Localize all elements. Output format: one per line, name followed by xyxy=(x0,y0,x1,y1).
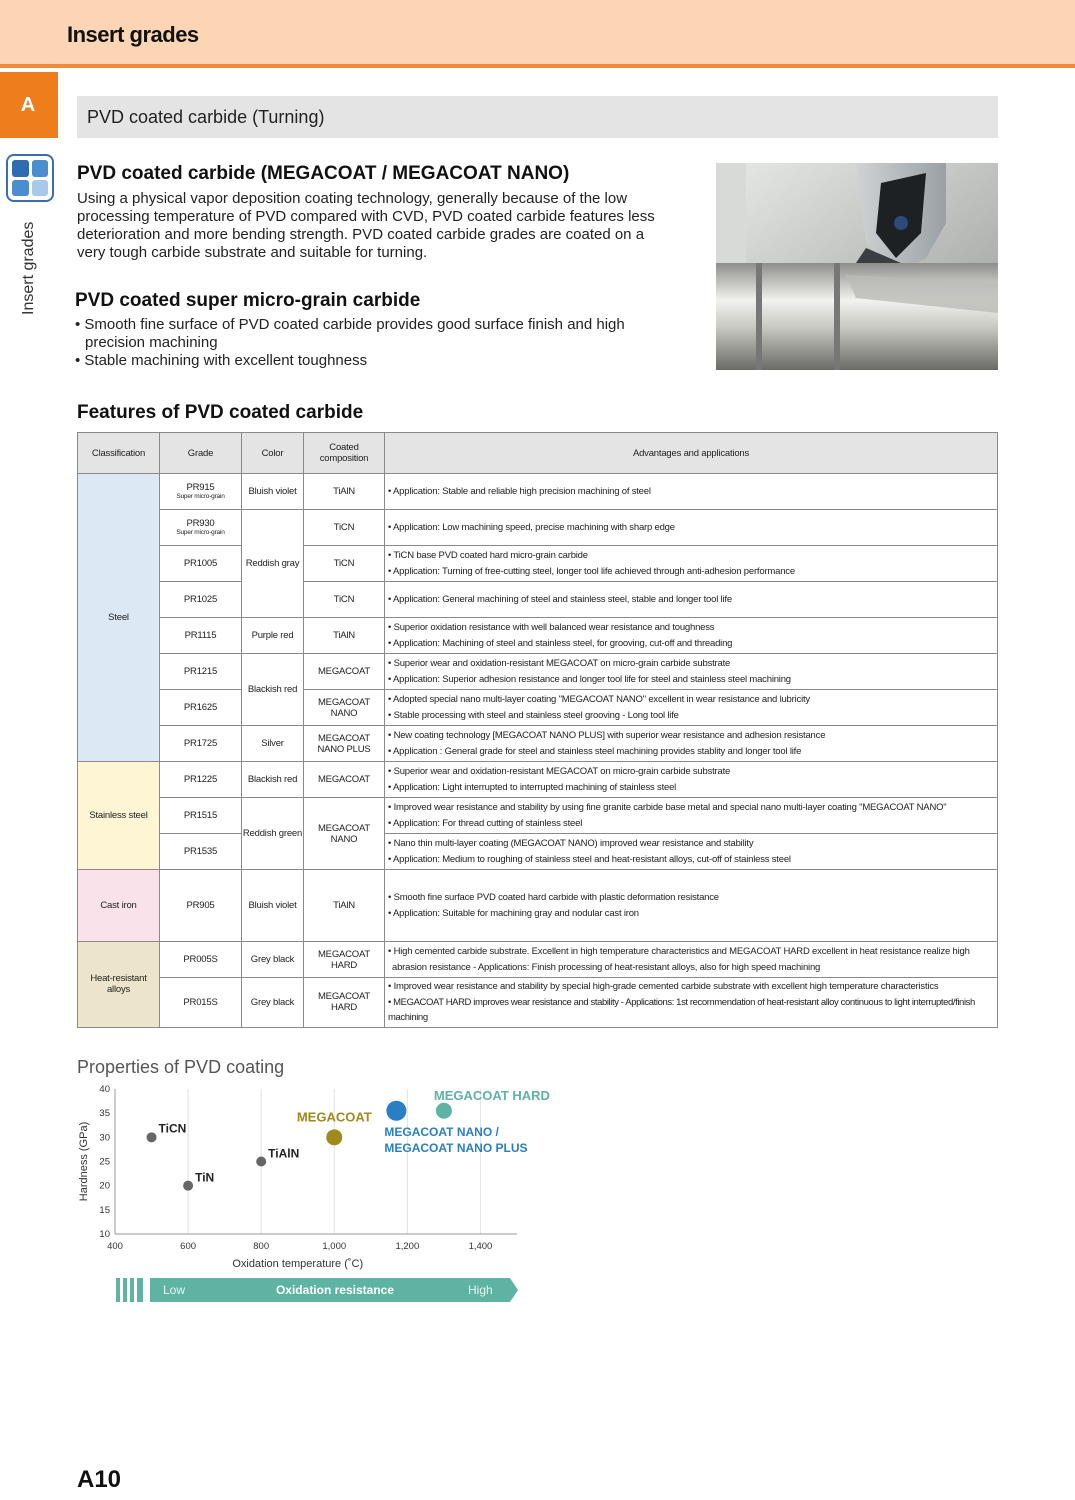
intro-body xyxy=(77,190,697,262)
arrow-mid-label: Oxidation resistance xyxy=(275,1283,395,1297)
x-tick-label: 400 xyxy=(107,1241,123,1252)
coating-cell: MEGACOAT xyxy=(304,762,385,798)
col-header: Color xyxy=(242,433,304,474)
point-label: MEGACOAT xyxy=(296,1109,372,1125)
advantage-cell xyxy=(385,870,998,942)
advantage-line: • Application: Low machining speed, precise machining with sharp edge xyxy=(388,521,675,533)
coating-line: NANO xyxy=(330,833,358,845)
advantage-line: • Superior oxidation resistance with well balanced wear resistance and toughness xyxy=(388,622,715,633)
intro-line: processing temperature of PVD compared with CVD, PVD coated carbide features less xyxy=(77,208,655,225)
section-title-bar xyxy=(77,96,998,138)
color-cell: Reddish gray xyxy=(242,510,304,618)
advantage-line: • Adopted special nano multi-layer coating "MEGACOAT NANO" excellent in wear resistance and lubricity xyxy=(388,694,810,705)
advantage-cell xyxy=(385,942,998,978)
page-header-title: Insert grades xyxy=(67,22,199,47)
advantage-cell xyxy=(385,798,998,834)
grade-cell xyxy=(160,510,242,546)
page-header-bar xyxy=(0,0,1075,68)
advantage-cell xyxy=(385,690,998,726)
coating-cell: TiAlN xyxy=(304,618,385,654)
classification-line: alloys xyxy=(106,984,131,996)
section-title: PVD coated carbide (Turning) xyxy=(87,107,325,127)
coating-cell: TiCN xyxy=(304,510,385,546)
table-row xyxy=(78,690,998,726)
color-cell: Grey black xyxy=(242,978,304,1028)
arrow-stripe xyxy=(137,1278,143,1302)
bullet-item: • Smooth fine surface of PVD coated carbide provides good surface finish and high xyxy=(75,316,625,333)
advantage-line: • Application: General machining of steel and stainless steel, stable and longer tool life xyxy=(388,593,732,605)
y-tick-label: 35 xyxy=(99,1108,110,1120)
advantage-line: • Application: Suitable for machining gray and nodular cast iron xyxy=(388,907,639,919)
y-axis-label: Hardness (GPa) xyxy=(78,1121,90,1202)
advantage-cell xyxy=(385,618,998,654)
grade-cell: PR1115 xyxy=(160,618,242,654)
coating-cell: TiAlN xyxy=(304,870,385,942)
grade-cell: PR1515 xyxy=(160,798,242,834)
coating-line: MEGACOAT xyxy=(317,696,371,708)
coating-cell xyxy=(304,942,385,978)
table-row xyxy=(78,726,998,762)
grade-cell: PR1535 xyxy=(160,834,242,870)
advantage-cell xyxy=(385,834,998,870)
pvd-properties-chart xyxy=(70,1082,550,1317)
advantage-line: • High cemented carbide substrate. Excellent in high temperature characteristics and MEGACOAT HARD excellent in heat resistance realize high xyxy=(388,946,970,957)
advantage-line: • Application : General grade for steel and stainless steel machining provides stablity and longer tool life xyxy=(388,745,802,757)
advantage-line: • Superior wear and oxidation-resistant MEGACOAT on micro-grain carbide substrate xyxy=(388,766,731,777)
chart-svg xyxy=(70,1082,550,1312)
y-tick-label: 20 xyxy=(99,1180,110,1192)
point-label: MEGACOAT NANO PLUS xyxy=(384,1140,528,1155)
table-row xyxy=(78,798,998,834)
intro-line: Using a physical vapor deposition coating technology, generally because of the low xyxy=(77,190,628,207)
arrow-stripe xyxy=(130,1278,134,1302)
y-tick-label: 25 xyxy=(99,1156,110,1168)
advantage-line: • Application: For thread cutting of stainless steel xyxy=(388,817,583,829)
coating-cell: MEGACOAT xyxy=(304,654,385,690)
advantage-cell xyxy=(385,762,998,798)
table-row xyxy=(78,582,998,618)
advantage-cell xyxy=(385,510,998,546)
arrow-stripe xyxy=(123,1278,127,1302)
color-cell: Blackish red xyxy=(242,654,304,726)
point-label: MEGACOAT HARD xyxy=(433,1087,550,1103)
arrow-low-label: Low xyxy=(163,1283,186,1297)
classification-cell: Steel xyxy=(78,474,160,762)
classification-cell: Stainless steel xyxy=(78,762,160,870)
advantage-line: • Application: Turning of free-cutting steel, longer tool life achieved through anti-adhesion performance xyxy=(388,565,795,577)
advantage-line: • MEGACOAT HARD improves wear resistance and stability - Applications: 1st recommendation of heat-resistant alloy continuous to light interrupted/finish machining xyxy=(388,996,975,1023)
features-heading: Features of PVD coated carbide xyxy=(77,402,364,423)
point-label: MEGACOAT NANO / xyxy=(384,1124,499,1139)
advantage-line: • Superior wear and oxidation-resistant MEGACOAT on micro-grain carbide substrate xyxy=(388,658,731,669)
bullet-item-cont: precision machining xyxy=(85,334,218,351)
grade-note: Super micro-grain xyxy=(176,493,225,500)
col-header: Classification xyxy=(78,433,160,474)
advantage-line: • Application: Light interrupted to interrupted machining of stainless steel xyxy=(388,781,677,793)
advantage-line: • Stable processing with steel and stainless steel grooving - Long tool life xyxy=(388,709,679,721)
grade-cell: PR1025 xyxy=(160,582,242,618)
grade-name: PR915 xyxy=(186,482,215,493)
y-tick-label: 30 xyxy=(99,1132,110,1144)
advantage-line: • Application: Machining of steel and stainless steel, for grooving, cut-off and threading xyxy=(388,637,733,649)
chart-title: Properties of PVD coating xyxy=(77,1057,285,1077)
arrow-high-label: High xyxy=(468,1283,493,1297)
data-point xyxy=(183,1181,193,1191)
grade-cell: PR1215 xyxy=(160,654,242,690)
col-header: Grade xyxy=(160,433,242,474)
table-row xyxy=(78,834,998,870)
section-tab-a: A xyxy=(0,72,58,138)
col-header: Advantages and applications xyxy=(385,433,998,474)
color-cell: Grey black xyxy=(242,942,304,978)
color-cell: Reddish green xyxy=(242,798,304,870)
intro-line: deterioration and more bending strength. PVD coated carbide grades are coated on a xyxy=(77,226,645,243)
grade-cell: PR905 xyxy=(160,870,242,942)
side-label: Insert grades xyxy=(20,221,37,315)
grade-cell: PR1005 xyxy=(160,546,242,582)
grade-note: Super micro-grain xyxy=(176,529,225,536)
turning-photo xyxy=(716,163,998,370)
coating-line: MEGACOAT xyxy=(317,822,371,834)
table-row xyxy=(78,762,998,798)
advantage-line: • New coating technology [MEGACOAT NANO PLUS] with superior wear resistance and adhesion resistance xyxy=(388,730,826,741)
coating-cell xyxy=(304,690,385,726)
advantage-line: • Application: Superior adhesion resistance and longer tool life for steel and stainless steel machining xyxy=(388,673,791,685)
advantage-cell xyxy=(385,474,998,510)
grade-cell: PR015S xyxy=(160,978,242,1028)
table-row xyxy=(78,654,998,690)
micro-grain-heading: PVD coated super micro-grain carbide xyxy=(75,290,421,311)
table-row xyxy=(78,546,998,582)
grade-cell: PR1725 xyxy=(160,726,242,762)
advantage-line: • Improved wear resistance and stability by using fine granite carbide base metal and special nano multi-layer coating "MEGACOAT NANO" xyxy=(388,802,947,813)
page-number: A10 xyxy=(77,1466,122,1493)
advantage-cell xyxy=(385,582,998,618)
table-row xyxy=(78,474,998,510)
coating-line: MEGACOAT xyxy=(317,732,371,744)
advantage-cell xyxy=(385,978,998,1028)
x-tick-label: 1,000 xyxy=(322,1241,347,1252)
coating-line: MEGACOAT xyxy=(317,948,371,960)
table-row xyxy=(78,978,998,1028)
table-row xyxy=(78,870,998,942)
features-table xyxy=(77,432,998,1028)
coating-cell: TiCN xyxy=(304,546,385,582)
advantage-cell xyxy=(385,654,998,690)
coating-cell: TiCN xyxy=(304,582,385,618)
grade-name: PR930 xyxy=(186,518,215,529)
x-tick-label: 600 xyxy=(180,1241,197,1252)
table-header-row xyxy=(78,433,998,474)
data-point xyxy=(256,1157,266,1167)
coating-line: HARD xyxy=(330,1002,358,1014)
x-axis-label: Oxidation temperature (˚C) xyxy=(232,1258,364,1270)
classification-cell: Cast iron xyxy=(78,870,160,942)
advantage-line: • Application: Medium to roughing of stainless steel and heat-resistant alloys, cut-off of stainless steel xyxy=(388,853,791,865)
arrow-stripe xyxy=(116,1278,120,1302)
advantage-line: • Nano thin multi-layer coating (MEGACOAT NANO) improved wear resistance and stability xyxy=(388,838,754,849)
x-tick-label: 800 xyxy=(253,1241,270,1252)
advantage-line: abrasion resistance - Applications: Finish processing of heat-resistant alloys, also for high speed machining xyxy=(392,961,821,973)
grade-cell: PR1625 xyxy=(160,690,242,726)
point-label: TiCN xyxy=(158,1121,187,1136)
classification-cell xyxy=(78,942,160,1028)
coating-line: NANO xyxy=(330,707,358,719)
y-tick-label: 15 xyxy=(99,1204,110,1216)
bullet-item: • Stable machining with excellent toughness xyxy=(75,352,368,369)
coating-line: HARD xyxy=(330,959,358,971)
table-row xyxy=(78,510,998,546)
point-label: TiAlN xyxy=(268,1146,300,1161)
table-row xyxy=(78,942,998,978)
data-point xyxy=(147,1132,157,1142)
coating-line: NANO PLUS xyxy=(317,743,371,755)
grade-cell xyxy=(160,474,242,510)
micro-grain-list xyxy=(75,316,695,370)
advantage-cell xyxy=(385,726,998,762)
color-cell: Blackish red xyxy=(242,762,304,798)
color-cell: Purple red xyxy=(242,618,304,654)
color-cell: Bluish violet xyxy=(242,870,304,942)
coating-cell: TiAlN xyxy=(304,474,385,510)
grade-cell: PR1225 xyxy=(160,762,242,798)
coating-cell xyxy=(304,978,385,1028)
grade-cell: PR005S xyxy=(160,942,242,978)
x-tick-label: 1,400 xyxy=(468,1241,493,1252)
point-label: TiN xyxy=(195,1170,215,1185)
data-point xyxy=(386,1101,406,1121)
advantage-line: • Application: Stable and reliable high precision machining of steel xyxy=(388,485,651,497)
data-point xyxy=(436,1103,452,1119)
advantage-line: • TiCN base PVD coated hard micro-grain carbide xyxy=(388,550,588,561)
insert-grades-icon xyxy=(6,154,54,202)
coating-cell xyxy=(304,798,385,870)
advantage-line: • Improved wear resistance and stability by special high-grade cemented carbide substrate with excellent high temperature characteristics xyxy=(388,981,939,992)
advantage-cell xyxy=(385,546,998,582)
color-cell: Bluish violet xyxy=(242,474,304,510)
y-tick-label: 10 xyxy=(99,1229,110,1240)
classification-line: Heat-resistant xyxy=(90,973,147,985)
coating-cell xyxy=(304,726,385,762)
data-point xyxy=(326,1129,342,1145)
advantage-line: • Smooth fine surface PVD coated hard carbide with plastic deformation resistance xyxy=(388,892,719,903)
intro-line: very tough carbide substrate and suitable for turning. xyxy=(77,244,428,261)
y-tick-label: 40 xyxy=(99,1084,110,1095)
table-row xyxy=(78,618,998,654)
color-cell: Silver xyxy=(242,726,304,762)
col-header: Coated composition xyxy=(304,433,385,474)
intro-heading: PVD coated carbide (MEGACOAT / MEGACOAT NANO) xyxy=(77,163,570,184)
x-tick-label: 1,200 xyxy=(395,1241,420,1252)
coating-line: MEGACOAT xyxy=(317,991,371,1003)
